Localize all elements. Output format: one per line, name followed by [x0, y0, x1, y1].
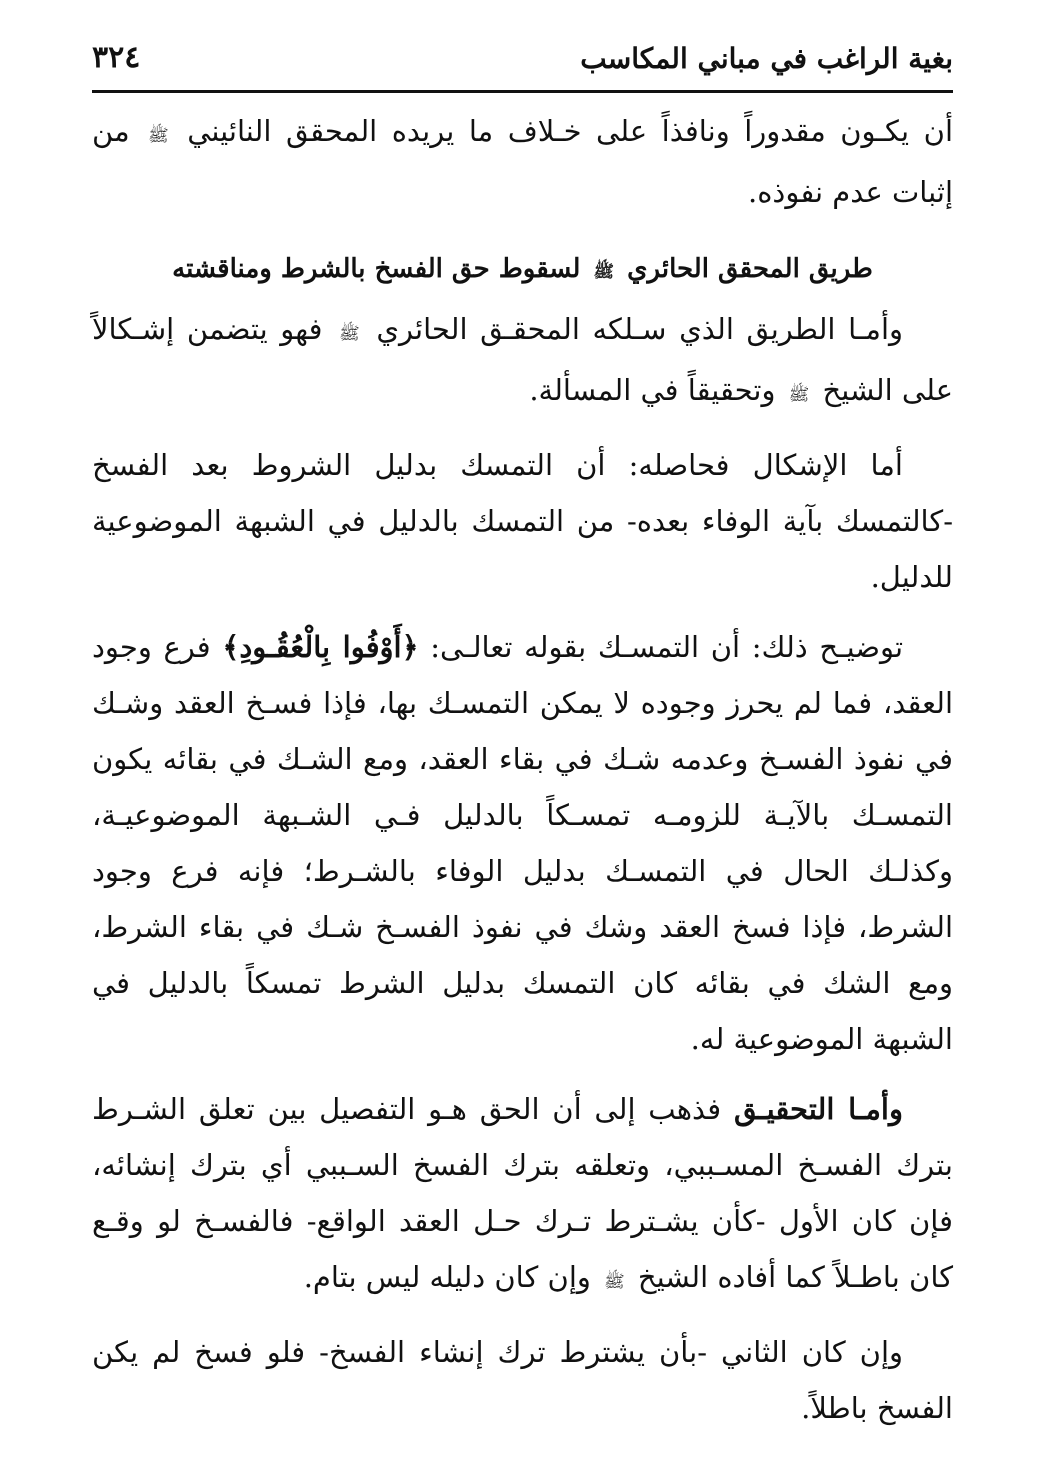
honorific-glyph: ﷺ	[593, 262, 615, 282]
paragraph-2-text-a: وأمـا الطريق الذي سـلكه المحقـق الحائري	[376, 312, 904, 346]
paragraph-4	[92, 619, 953, 1067]
paragraph-2-text-c: وتحقيقاً في المسألة.	[529, 373, 776, 407]
paragraph-1-text-b: من إثبات عدم نفوذه.	[92, 114, 953, 209]
page-number: ٣٢٤	[92, 40, 141, 75]
paragraph-3: أما الإشكال فحاصله: أن التمسك بدليل الشروط بعد الفسخ -كالتمسك بآية الوفاء بعده- من التمسك بالدليل في الشبهة الموضوعية للدليل.	[92, 448, 953, 594]
honorific-glyph: ﷺ	[148, 126, 169, 146]
honorific-glyph: ﷺ	[788, 385, 810, 405]
paragraph-6: وإن كان الثاني -بأن يشترط ترك إنشاء الفسخ- فلو فسخ لم يكن الفسخ باطلاً.	[92, 1335, 953, 1425]
paragraph-5-lead: وأمـا التحقيـق	[733, 1092, 903, 1126]
paragraph-4-text-a: توضيـح ذلك: أن التمسـك بقوله تعالـى:	[430, 630, 904, 664]
page-header	[92, 36, 953, 93]
paragraph-2	[92, 301, 953, 423]
paragraph-5-text-a: فذهب إلى أن الحق هـو التفصيل بين تعلق الشـرط بترك الفسـخ المسـببي، وتعلقه بترك الفسخ السـببي أي بترك إنشائه، فإن كان الأول -كأن يشـترط تـرك حـل العقد الواقع- فالفسـخ لو وقـع كان باطـلاً كما أفاده الشيخ	[92, 1092, 953, 1294]
paragraph-5	[92, 1081, 953, 1310]
book-page	[92, 36, 953, 1436]
section-heading-text-b: لسقوط حق الفسخ بالشرط ومناقشته	[172, 254, 581, 284]
section-heading-text-a: طريق المحقق الحائري	[627, 254, 873, 284]
section-heading	[92, 246, 953, 295]
running-title: بغية الراغب في مباني المكاسب	[580, 42, 953, 75]
paragraph-4-text-b: فرع وجود العقد، فما لم يحرز وجوده لا يمكن التمسـك بها، فإذا فسـخ العقد وشـك في نفوذ الفسـخ وعدمه شـك في بقاء العقد، ومع الشـك في بقائه يكون التمسـك بالآيـة للزومـه تمسـكاً بالدليل فـي الشـبهة الموضوعيـة، وكذلـك الحال في التمسـك بدليل الوفاء بالشـرط؛ فإنه فرع وجود الشرط، فإذا فسخ العقد وشك في نفوذ الفسـخ شـك في بقاء الشرط، ومع الشك في بقائه كان التمسك بدليل الشرط تمسكاً بالدليل في الشبهة الموضوعية له.	[92, 630, 953, 1056]
paragraph-5-text-b: وإن كان دليله ليس بتام.	[303, 1260, 591, 1294]
paragraph-1	[92, 103, 953, 220]
honorific-glyph: ﷺ	[339, 324, 360, 344]
quran-quote: ﴿أَوْفُوا بِالْعُقُـودِ﴾	[222, 630, 419, 664]
honorific-glyph: ﷺ	[604, 1272, 625, 1292]
paragraph-1-text-a: أن يكـون مقدوراً ونافذاً على خـلاف ما يريده المحقق النائيني	[187, 114, 953, 148]
paragraph-2-text-b: فهو يتضمن إشـكالاً على الشيخ	[92, 312, 953, 407]
